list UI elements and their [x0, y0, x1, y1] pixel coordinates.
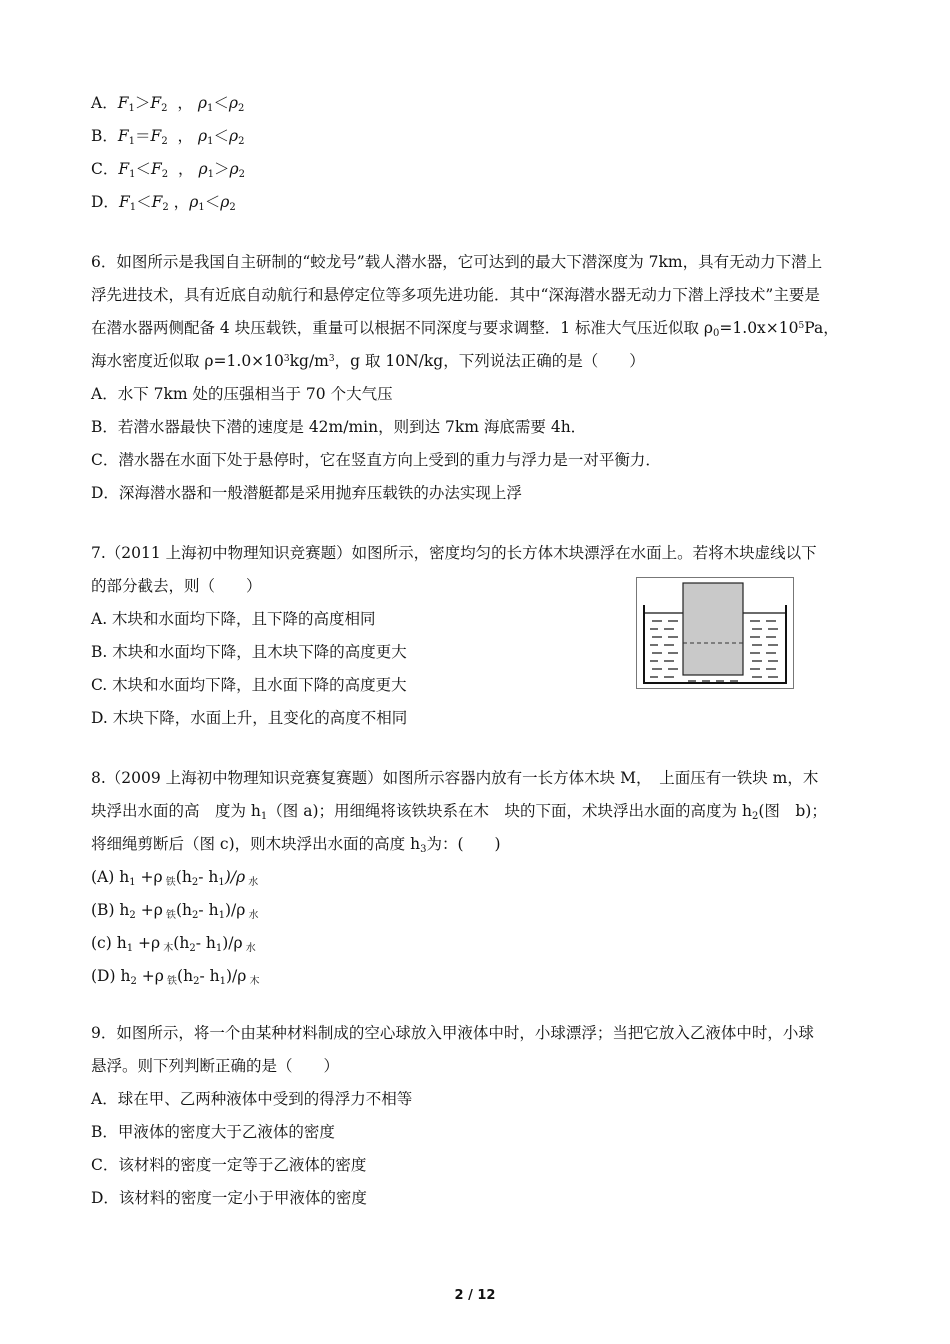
symbol-f1: F [117, 127, 129, 145]
text: (D) h [91, 967, 131, 985]
separator: ， [178, 160, 194, 178]
text: 海水密度近似取 ρ=1.0×10 [91, 352, 284, 370]
subscript: 2 [237, 103, 245, 114]
subscript: 1 [129, 202, 137, 213]
text: ，g 取 10N/kg，下列说法正确的是（ ） [334, 352, 645, 370]
option-9c: C．该材料的密度一定等于乙液体的密度 [91, 1156, 367, 1174]
option-label: A． [91, 94, 118, 112]
symbol-rho: ρ [198, 127, 208, 145]
page-number: 2 / 12 [454, 1288, 496, 1303]
subscript: 铁 [162, 877, 176, 888]
text: (h [177, 967, 194, 985]
option-label: D． [91, 193, 119, 211]
text: (h [176, 901, 193, 919]
option-5b [91, 125, 245, 147]
relation: ＜ [213, 94, 229, 112]
text: Pa， [804, 319, 839, 337]
symbol-rho: ρ [228, 94, 238, 112]
text: 将细绳剪断后（图 c)，则木块浮出水面的高度 h [91, 835, 421, 853]
question-text-line [91, 317, 839, 339]
text: +ρ [136, 967, 164, 985]
subscript: 1 [128, 136, 136, 147]
option-7a: A. 木块和水面均下降，且下降的高度相同 [91, 610, 376, 628]
option-9a: A．球在甲、乙两种液体中受到的得浮力不相等 [91, 1090, 413, 1108]
subscript: 2 [238, 136, 245, 147]
text: +ρ [135, 901, 163, 919]
symbol-rho: ρ [197, 94, 207, 112]
subscript: 1 [128, 103, 135, 114]
subscript: 1 [215, 943, 223, 954]
option-8a [91, 866, 258, 888]
text: - h [199, 967, 220, 985]
symbol-rho: ρ [220, 193, 230, 211]
option-5a [91, 92, 244, 114]
subscript: 2 [162, 202, 169, 213]
text: （图 a)；用细绳将该铁块系在木 块的下面，术块浮出水面的高度为 h [267, 802, 752, 820]
question-text-line: 悬浮。则下列判断正确的是（ ） [91, 1057, 340, 1075]
text: (h [173, 934, 190, 952]
subscript: 1 [207, 136, 214, 147]
symbol-rho: ρ [189, 193, 199, 211]
text: - h [198, 868, 219, 886]
question-text-line: 6．如图所示是我国自主研制的“蛟龙号”载人潜水器，它可达到的最大下潜深度为 7km，具有无动力下潜上 [91, 253, 823, 271]
symbol-rho: ρ [198, 160, 208, 178]
text: )/ρ [224, 901, 246, 919]
subscript: 2 [191, 877, 199, 888]
relation: ＞ [134, 94, 151, 112]
relation: ＝ [135, 127, 151, 145]
subscript: 3 [420, 844, 427, 855]
subscript: 1 [198, 202, 205, 213]
text: (c) h [91, 934, 127, 952]
subscript: 1 [206, 103, 214, 114]
subscript: 1 [219, 976, 226, 987]
text: +ρ [135, 868, 163, 886]
subscript: 铁 [163, 976, 178, 987]
relation: ＞ [213, 160, 230, 178]
text: (图 b)； [758, 802, 827, 820]
subscript: 2 [129, 910, 136, 921]
option-7d: D. 木块下降，水面上升，且变化的高度不相同 [91, 709, 408, 727]
symbol-rho: ρ [229, 127, 239, 145]
subscript: 1 [218, 877, 225, 888]
text: +ρ [133, 934, 161, 952]
subscript: 水 [245, 910, 259, 921]
text: (h [175, 868, 192, 886]
subscript: 2 [193, 976, 200, 987]
question-text-line [91, 350, 645, 372]
subscript: 2 [229, 202, 236, 213]
text: )/ρ [222, 934, 243, 952]
option-6a: A．水下 7km 处的压强相当于 70 个大气压 [91, 385, 393, 403]
floating-block-figure [636, 577, 794, 689]
text: (A) h [91, 868, 130, 886]
subscript: 铁 [162, 910, 176, 921]
superscript: 3 [283, 354, 290, 364]
text: 块浮出水面的高 度为 h [91, 802, 261, 820]
symbol-f2: F [151, 193, 163, 211]
subscript: 2 [238, 169, 245, 180]
separator: ， [177, 127, 194, 145]
text: - h [198, 901, 219, 919]
question-text-line: 9．如图所示，将一个由某种材料制成的空心球放入甲液体中时，小球漂浮；当把它放入乙液体中时，小球 [91, 1024, 814, 1042]
subscript: 2 [189, 943, 196, 954]
subscript: 水 [242, 943, 256, 954]
subscript: 水 [245, 877, 259, 888]
superscript: 3 [328, 354, 335, 364]
symbol-rho: ρ [229, 160, 239, 178]
option-7c: C. 木块和水面均下降，且水面下降的高度更大 [91, 676, 407, 694]
question-text-line: 7.（2011 上海初中物理知识竞赛题）如图所示，密度均匀的长方体木块漂浮在水面上。若将木块虚线以下 [91, 544, 817, 562]
text: =1.0x×10 [719, 319, 799, 337]
option-8d [91, 965, 260, 987]
subscript: 2 [751, 811, 759, 822]
separator: ， [173, 193, 190, 211]
option-8c [91, 932, 256, 954]
subscript: 1 [260, 811, 268, 822]
subscript: 2 [161, 103, 168, 114]
separator: ， [177, 94, 193, 112]
symbol-f1: F [117, 94, 129, 112]
subscript: 0 [713, 328, 720, 339]
option-9d: D．该材料的密度一定小于甲液体的密度 [91, 1189, 367, 1207]
subscript: 1 [126, 943, 134, 954]
relation: ＜ [204, 193, 221, 211]
subscript: 2 [161, 169, 169, 180]
symbol-f2: F [151, 160, 162, 178]
option-6d: D．深海潜水器和一般潜艇都是采用抛弃压载铁的办法实现上浮 [91, 484, 522, 502]
question-text-line [91, 800, 827, 822]
subscript: 2 [161, 136, 168, 147]
symbol-f1: F [118, 193, 130, 211]
option-9b: B．甲液体的密度大于乙液体的密度 [91, 1123, 335, 1141]
relation: ＜ [135, 160, 152, 178]
option-8b [91, 899, 259, 921]
subscript: 木 [246, 976, 260, 987]
option-label: B． [91, 127, 118, 145]
option-6c: C．潜水器在水面下处于悬停时，它在竖直方向上受到的重力与浮力是一对平衡力． [91, 451, 661, 469]
text: (B) h [91, 901, 130, 919]
relation: ＜ [213, 127, 230, 145]
text: kg/m [289, 352, 329, 370]
question-text-line: 浮先进技术，具有近底自动航行和悬停定位等多项先进功能．其中“深海潜水器无动力下潜上浮技术”主要是 [91, 286, 820, 304]
text: 为：( ) [426, 835, 501, 853]
symbol-f2: F [150, 94, 162, 112]
subscript: 2 [130, 976, 137, 987]
subscript: 1 [218, 910, 225, 921]
question-text-line: 8.（2009 上海初中物理知识竞赛复赛题）如图所示容器内放有一长方体木块 M， 上面压有一铁块 m，木 [91, 769, 819, 787]
symbol-f2: F [150, 127, 162, 145]
question-text-line [91, 833, 501, 855]
text: - h [195, 934, 216, 952]
subscript: 木 [160, 943, 174, 954]
superscript: 5 [798, 321, 805, 331]
relation: ＜ [136, 193, 152, 211]
option-label: C． [91, 160, 119, 178]
option-5c [91, 158, 245, 180]
option-7b: B. 木块和水面均下降，且木块下降的高度更大 [91, 643, 407, 661]
subscript: 1 [129, 877, 136, 888]
text: 在潜水器两侧配备 4 块压载铁，重量可以根据不同深度与要求调整．1 标准大气压近似取 ρ [91, 319, 714, 337]
subscript: 1 [129, 169, 136, 180]
subscript: 2 [192, 910, 199, 921]
subscript: 1 [207, 169, 214, 180]
option-6b: B．若潜水器最快下潜的速度是 42m/min，则到达 7km 海底需要 4h． [91, 418, 587, 436]
text: )/ρ [224, 868, 246, 886]
symbol-f1: F [118, 160, 130, 178]
question-text-line: 的部分截去，则（ ） [91, 577, 262, 595]
option-5d [91, 191, 236, 213]
text: )/ρ [225, 967, 247, 985]
